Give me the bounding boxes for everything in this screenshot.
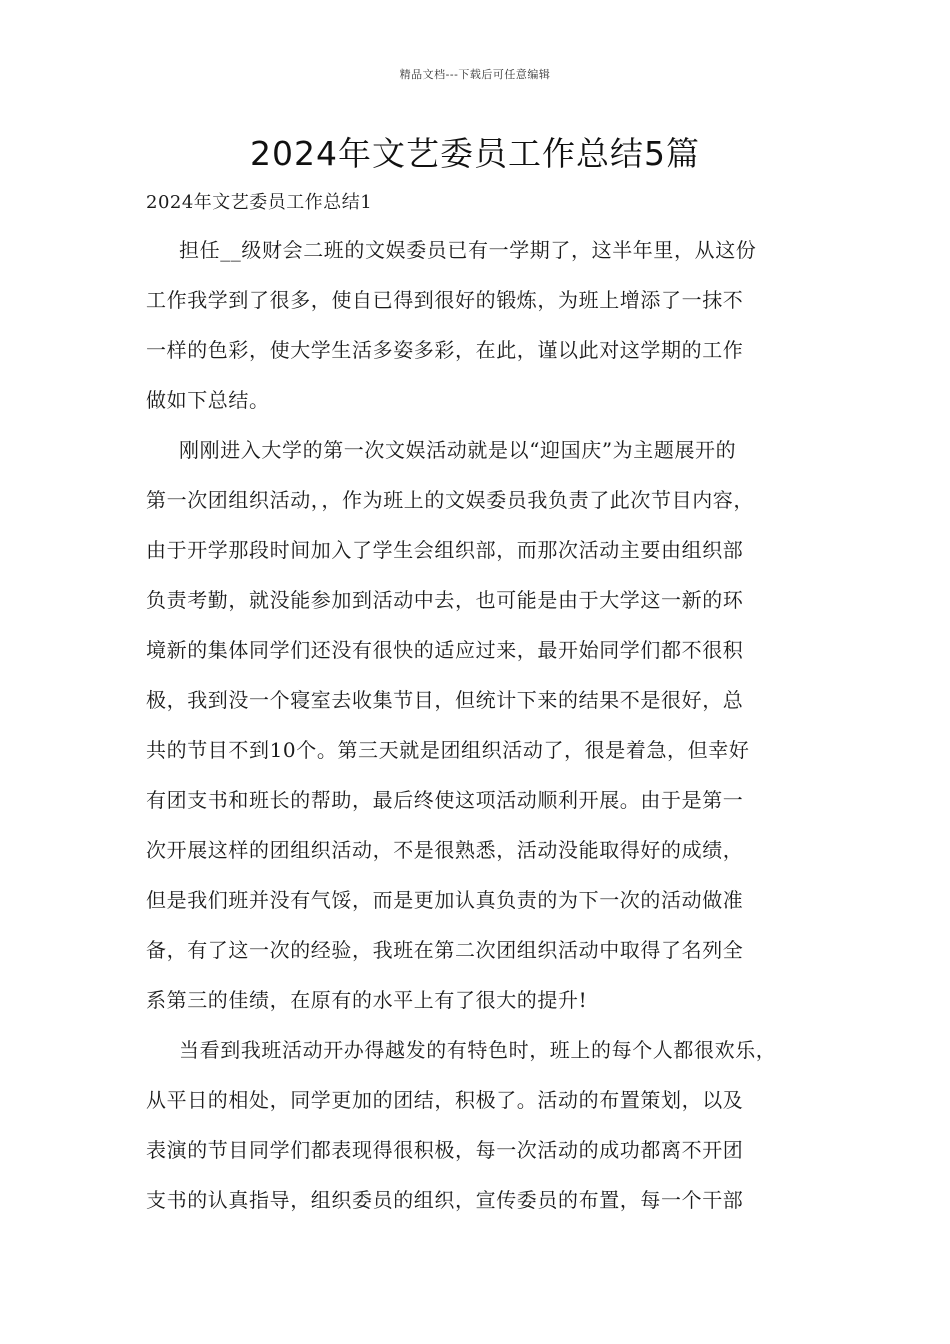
paragraph-line: 从平日的相处，同学更加的团结，积极了。活动的布置策划，以及 xyxy=(146,1088,744,1112)
paragraph-line: 做如下总结。 xyxy=(146,388,270,412)
paragraph-line: 担任__级财会二班的文娱委员已有一学期了，这半年里，从这份 xyxy=(179,238,757,262)
paragraph-line: 第一次团组织活动，，作为班上的文娱委员我负责了此次节目内容， xyxy=(146,488,754,512)
paragraph-line: 次开展这样的团组织活动，不是很熟悉，活动没能取得好的成绩， xyxy=(146,838,744,862)
section-subtitle: 2024年文艺委员工作总结1 xyxy=(146,192,373,213)
paragraph-line: 有团支书和班长的帮助，最后终使这项活动顺利开展。由于是第一 xyxy=(146,788,744,812)
paragraph-line: 境新的集体同学们还没有很快的适应过来，最开始同学们都不很积 xyxy=(146,638,744,662)
header-note: 精品文档---下载后可任意编辑 xyxy=(399,68,551,81)
body-text xyxy=(146,232,816,1232)
paragraph-line: 负责考勤，就没能参加到活动中去，也可能是由于大学这一新的环 xyxy=(146,588,744,612)
paragraph-line: 备，有了这一次的经验，我班在第二次团组织活动中取得了名列全 xyxy=(146,938,744,962)
paragraph-3 xyxy=(146,1032,816,1232)
paragraph-line: 一样的色彩，使大学生活多姿多彩，在此，谨以此对这学期的工作 xyxy=(146,338,744,362)
paragraph-2 xyxy=(146,432,816,1032)
paragraph-line: 共的节目不到10个。第三天就是团组织活动了，很是着急，但幸好 xyxy=(146,738,750,762)
paragraph-line: 由于开学那段时间加入了学生会组织部，而那次活动主要由组织部 xyxy=(146,538,744,562)
paragraph-line: 系第三的佳绩，在原有的水平上有了很大的提升! xyxy=(146,988,588,1012)
paragraph-line: 刚刚进入大学的第一次文娱活动就是以“迎国庆”为主题展开的 xyxy=(179,438,737,462)
paragraph-line: 支书的认真指导，组织委员的组织，宣传委员的布置，每一个干部 xyxy=(146,1188,744,1212)
paragraph-1 xyxy=(146,232,816,432)
paragraph-line: 工作我学到了很多，使自已得到很好的锻炼，为班上增添了一抹不 xyxy=(146,288,744,312)
paragraph-line: 但是我们班并没有气馁，而是更加认真负责的为下一次的活动做准 xyxy=(146,888,744,912)
document-title: 2024年文艺委员工作总结5篇 xyxy=(250,134,700,173)
paragraph-line: 当看到我班活动开办得越发的有特色时，班上的每个人都很欢乐， xyxy=(179,1038,777,1062)
paragraph-line: 表演的节目同学们都表现得很积极，每一次活动的成功都离不开团 xyxy=(146,1138,744,1162)
paragraph-line: 极，我到没一个寝室去收集节目，但统计下来的结果不是很好，总 xyxy=(146,688,744,712)
